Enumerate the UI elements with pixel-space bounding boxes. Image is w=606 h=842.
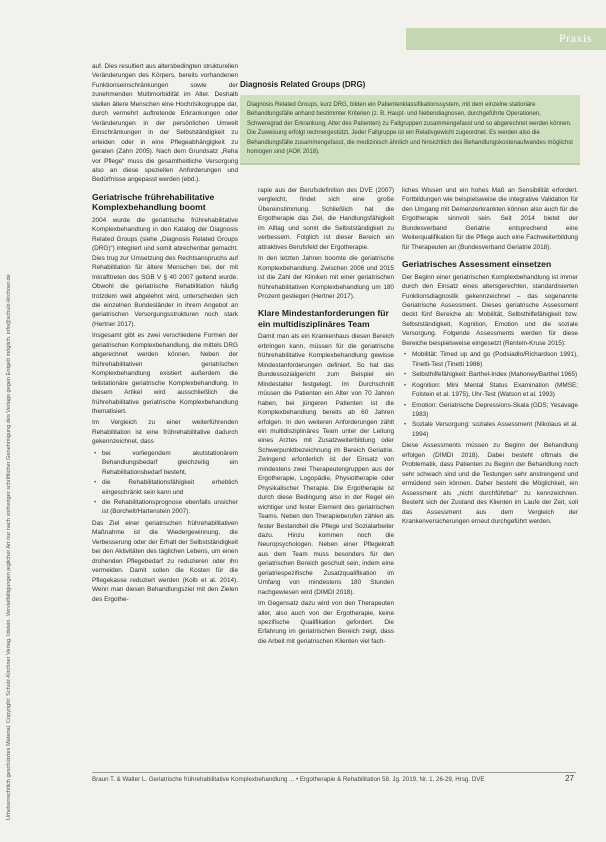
text-column-3 (402, 186, 578, 528)
paragraph: liches Wissen und ein hohes Maß an Sensibilität erfordert. Fortbildungen wie beispielsweise die integrative Validation für den Umgang mit Demenzerkrankten können also auch für die Ergotherapie sinnvoll sein. Seit 2014 bietet der Bundesverband Geriatrie entsprechend eine Weiterqualifikation für die Pflege auch eine Fachweiterbildung für Therapeuten an (Bundesverband Geriatrie 2018). (402, 187, 578, 251)
list-item: • bei vorliegendem akutstationärem Behandlungsbedarf gleichzeitig ein Rehabilitationsbedarf besteht, (102, 449, 238, 477)
paragraph: rapie aus der Berufsdefinition des DVE (2007) vergleicht, findet sich eine große Übereinstimmung. Schließlich hat die Ergotherapie das Ziel, die Handlungsfähigkeit im Alltag und somit die Selbstständigkeit zu verbessern. Folglich ist dieser Bereich ein attraktives Berufsfeld der Ergotherapie. (258, 187, 394, 251)
footer-divider (92, 772, 576, 773)
paragraph: Das Ziel einer geriatrischen frührehabilitativen Maßnahme ist die Wiedergewinnung, die Verbesserung oder der Erhalt der Selbstständigkeit bei den Aktivitäten des täglichen Lebens, um einen drohenden Pflegebedarf zu reduzieren oder ihn vermeiden. Damit sollen die Kosten für die Pflegekasse reduziert werden (Kolb et al. 2014). Wenn man diesen Behandlungsziel mit den Zielen des Ergothe- (92, 519, 238, 603)
text-column-1 (92, 62, 238, 606)
section-heading: Geriatrische frührehabilitative Komplexbehandlung boomt (92, 191, 215, 213)
drg-box-rule (240, 163, 580, 165)
list-item: • die Rehabilitationsfähigkeit erheblich eingeschränkt sein kann und (102, 478, 238, 497)
paragraph: Damit man als ein Krankenhaus diesen Bereich erbringen kann, müssen für die geriatrische frührehabilitative Komplexbehandlung gewisse Mindestanforderungen definiert. So hat das Bundessozialgericht zum Beispiel ein Mindestalter festgelegt. Im Durchschnitt müssen die Patienten ein Alter von 70 Jahren haben, bei jüngeren Patienten ist die Komplexbehandlung bereits ab 60 Jahren erfolgen. In den weiteren Anforderungen zählt ein multidisziplinäres Team unter der Leitung eines Arztes mit Zusatzweiterbildung oder Schwerpunktbezeichnung im Bereich Geriatrie. Zwingend erforderlich ist der Einsatz von mindestens zwei Therapeutengruppen aus der Ergotherapie, Logopädie, Physiotherapie oder Physikalischer Therapie. Die Ergotherapie ist durch diese Bedingung also in der Regel ein wichtiger und fester Element des geriatrischen Teams. Neben den Therapieberufen zählen als fester Bestandteil die Pflege und Sozialarbeiter dazu. Hinzu kommen noch die Neuropsychologen. Neben einer Pflegekraft aus dem Team muss besonders für den geriatrischen Bereich geschult sein, indem eine geriatriespezifische Zusatzqualifikation im Umfang von mindestens 180 Stunden nachgewiesen wird (DIMDI 2018). (258, 333, 394, 596)
page-number: 27 (565, 774, 574, 783)
bullet-list (402, 350, 578, 439)
list-item: • Mobilität: Timed up and go (Podsiadlo/Richardson 1991), Tinetti-Test (Tinetti 1986) (412, 350, 578, 369)
copyright-notice: Urheberrechtlich geschütztes Material. Copyright: Schulz-Kirchner Verlag, Idstein. Vervielfältigungen jeglicher Art nur nach vorheriger schriftlicher Genehmigung des Verlags gegen Entgelt möglich. info@schulz-kirchner.de (6, 274, 12, 820)
drg-box-text: Diagnosis Related Groups, kurz DRG, bilden ein Patientenklassifikationssystem, mit dem einzelne stationäre Behandlungsfälle anhand bestimmter Kriterien (z. B. Haupt- und Nebendiagnosen, durchgeführte Operationen, Schweregrad der Erkrankung, Alter des Patienten) zu Fallgruppen zusammengefasst und so abgerechnet werden können. Die Zuweisung erfolgt rechnergestützt. Jeder Fallgruppe ist ein Relativgewicht zugeordnet. Es werden also die Behandlungsfälle zusammengefasst, die medizinisch ähnlich und hinsichtlich des Behandlungskostenaufwandes möglichst homogen sind (AOK 2018). (240, 95, 580, 163)
text-column-2 (258, 186, 394, 648)
paragraph: Im Vergleich zu einer weiterführenden Rehabilitation ist eine frührehabilitative dadurch gekennzeichnet, dass (92, 419, 238, 446)
section-heading: Geriatrisches Assessment einsetzen (402, 259, 552, 270)
section-tab (406, 28, 606, 50)
drg-box-title: Diagnosis Related Groups (DRG) (240, 80, 366, 89)
paragraph: Im Gegensatz dazu wird von den Therapeuten aller, also auch von der Ergotherapie, keine spezifische Qualifikation gefordert. Die Erfahrung im geriatrischen Bereich zeigt, dass die Arbeit mit geriatrischen Klienten viel fach- (258, 600, 394, 645)
drg-info-box (240, 80, 580, 165)
list-item: • Selbsthilfefähigkeit: Barthel-Index (Mahoney/Barthel 1965) (412, 370, 578, 379)
section-heading: Klare Mindestanforderungen für ein multidisziplinäres Team (258, 308, 389, 329)
list-item: • Emotion: Geriatrische Depressions-Skala (GDS; Yesavage 1983) (412, 401, 578, 420)
paragraph: Insgesamt gibt es zwei verschiedene Formen der geriatrischen Komplexbehandlung, die mittels DRG abgerechnet werden können. Neben der frührehabilitativen geriatrischen Komplexbehandlung existiert außerdem die teilstationäre geriatrische Komplexbehandlung. In diesem Artikel wird ausschließlich die frührehabilitative geriatrische Komplexbehandlung thematisiert. (92, 332, 238, 415)
footer-citation: Braun T. & Walter L. Geriatrische frührehabilitative Komplexbehandlung ... • Ergotherapie & Rehabilitation 58. Jg. 2019, Nr. 1, 26-29, Hrsg. DVE (92, 776, 485, 783)
paragraph: 2004 wurde die geriatrische frührehabilitative Komplexbehandlung in den Katalog der Diagnosis Related Groups (siehe „Diagnosis Related Groups (DRG)“) integriert und somit abrechenbar gemacht. Dies trug zur Umsetzung des Rechtsanspruchs auf Rehabilitation für ältere Menschen bei, der mit Inkrafttreten des SGB V § 40 2007 geltend wurde. Obwohl die geriatrische Rehabilitation häufig trotzdem weit abgelehnt wird, unterscheiden sich die einzelnen Bundesländer in ihrem Angebot an geriatrischen Versorgungsstrukturen noch stark (Hertner 2017). (92, 216, 238, 328)
section-tab-label: Praxis (559, 31, 592, 45)
paragraph: Diese Assessments müssen zu Beginn der Behandlung erfolgen (DIMDI 2018). Dabei besteht oftmals die Problematik, dass Patienten zu Beginn der Behandlung noch sehr schwach sind und die Testungen sehr anstrengend und ermüdend sein können. Daher besteht die Möglichkeit, ein Assessment als „nicht durchführbar“ zu kennzeichnen. Besteht sich der Zustand des Klienten im Laufe der Zeit, soll das Assessment aus dem Vergleich der Krankenversicherungen erneut durchgeführt werden. (402, 442, 578, 525)
paragraph: auf. Dies resultiert aus altersbedingten strukturellen Veränderungen des Körpers, bereits vorhandenen Funktionseinschränkungen sowie der zunehmenden Multimorbidität im Alter. Deshalb stellen ältere Menschen eine Hochrisikogruppe dar, durch vermehrt auftretende Erkrankungen oder Veränderungen in der persönlichen Umwelt Einschränkungen in der Selbstständigkeit zu erleiden oder in eine Pflegeabhängigkeit zu geraten (Zahn 2005). Nach dem Grundsatz „Reha vor Pflege“ muss die gesamtheitliche Versorgung also an diese speziellen Anforderungen und Bedürfnisse angepasst werden (ebd.). (92, 63, 238, 184)
paragraph: In den letzten Jahren boomte die geriatrische Komplexbehandlung. Zwischen 2006 und 2015 ist die Zahl der Kliniken mit einer geriatrischen frührehabilitativen Komplexbehandlung um 180 Prozent gestiegen (Hertner 2017). (258, 255, 394, 300)
list-item: • Kognition: Mini Mental Status Examination (MMSE; Folstein et al. 1975), Uhr-Test (Watson et al. 1993) (412, 381, 578, 400)
paragraph: Der Beginn einer geriatrischen Komplexbehandlung ist immer durch den Einsatz eines altersgerechten, standardisierten Funktionsdiagnostik gekennzeichnet – das sogenannte Geriatrische Assessment. Dieses geriatrische Assessment deckt fünf Bereiche ab: Mobilität, Selbsthilfefähigkeit bzw. Selbstständigkeit, Kognition, Emotion und die soziale Versorgung. Folgende Assessments werden für diese Bereiche beispielsweise eingesetzt (Renteln-Kruse 2015): (402, 273, 578, 347)
list-item: • Soziale Versorgung: soziales Assessment (Nikolaus et al. 1994) (412, 420, 578, 439)
list-item: • die Rehabilitationsprognose ebenfalls unsicher ist (Borchelt/Hartenstein 2007). (102, 498, 238, 517)
bullet-list (92, 449, 238, 517)
